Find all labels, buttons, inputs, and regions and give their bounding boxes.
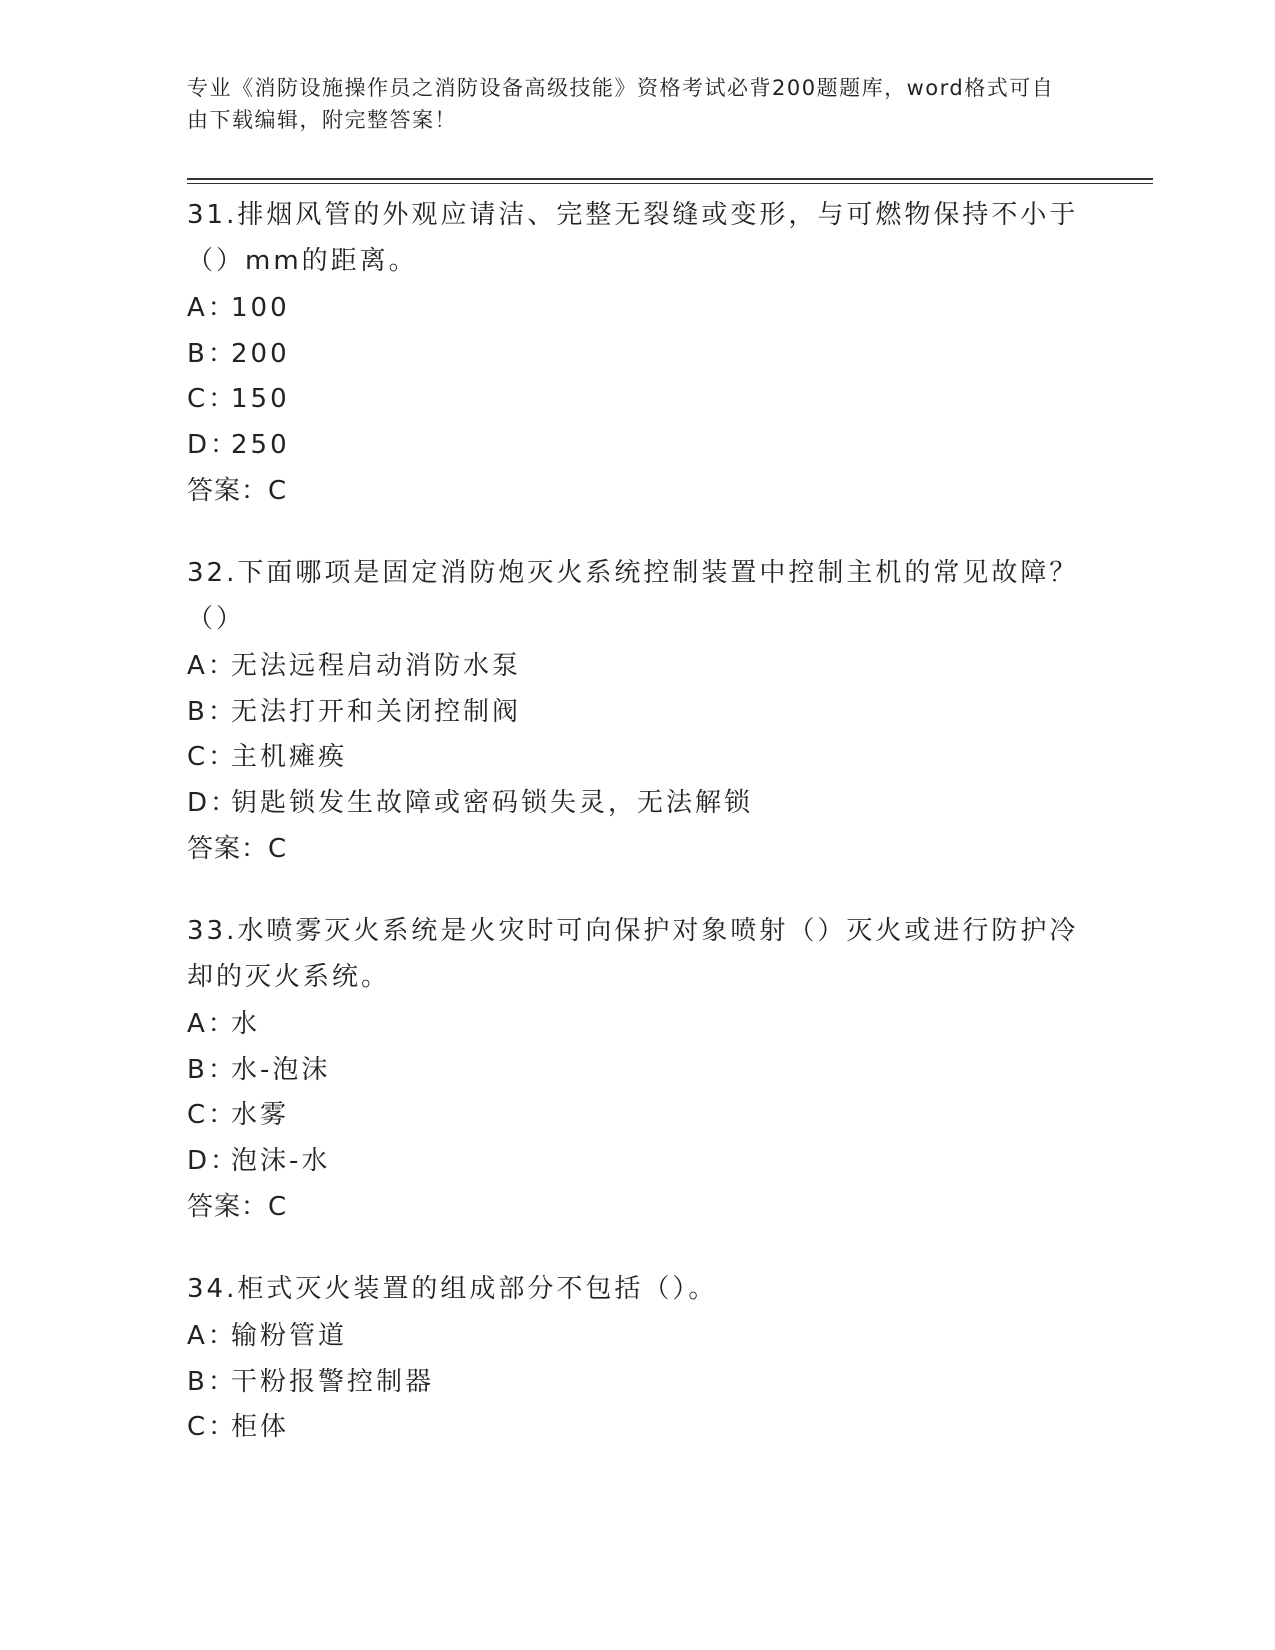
- option-text: 200: [231, 338, 290, 369]
- option-letter: C：: [187, 1412, 238, 1442]
- option-letter: A：: [187, 293, 237, 323]
- option-b: [187, 1360, 1087, 1406]
- question-32: [187, 550, 1087, 872]
- option-letter: A：: [187, 1009, 237, 1039]
- option-c: [187, 735, 1087, 781]
- option-text: 无法远程启动消防水泵: [231, 651, 522, 681]
- question-stem: 34.柜式灭火装置的组成部分不包括（）。: [187, 1274, 718, 1304]
- option-a: [187, 286, 1087, 332]
- option-letter: C：: [187, 384, 238, 414]
- option-letter: B：: [187, 1366, 237, 1397]
- option-letter: D：: [187, 787, 240, 818]
- option-text: 主机瘫痪: [231, 742, 348, 772]
- option-text: 输粉管道: [231, 1321, 348, 1351]
- option-c: [187, 1093, 1087, 1139]
- question-33: [187, 908, 1087, 1230]
- option-b: [187, 1048, 1087, 1094]
- option-a: [187, 644, 1087, 690]
- option-text: 水-泡沫: [231, 1054, 331, 1085]
- option-letter: D：: [187, 429, 240, 460]
- option-letter: A：: [187, 1321, 237, 1351]
- question-list: [187, 192, 1087, 1487]
- question-stem: 33.水喷雾灭火系统是火灾时可向保护对象喷射（）灭火或进行防护冷却的灭火系统。: [187, 916, 1079, 992]
- answer-line: 答案：C: [187, 834, 288, 864]
- answer-line: 答案：C: [187, 1192, 288, 1222]
- option-text: 柜体: [231, 1412, 290, 1442]
- option-d: [187, 423, 1087, 469]
- option-b: [187, 332, 1087, 378]
- option-text: 干粉报警控制器: [231, 1366, 435, 1397]
- option-letter: A：: [187, 651, 237, 681]
- answer-line: 答案：C: [187, 476, 288, 506]
- question-31: [187, 192, 1087, 514]
- option-b: [187, 690, 1087, 736]
- option-text: 水: [231, 1009, 261, 1039]
- header-divider-thin: [187, 183, 1153, 184]
- option-text: 无法打开和关闭控制阀: [231, 696, 522, 727]
- option-text: 泡沫-水: [231, 1145, 331, 1176]
- option-text: 100: [231, 293, 290, 323]
- option-letter: B：: [187, 338, 237, 369]
- option-text: 水雾: [231, 1100, 290, 1130]
- option-letter: B：: [187, 696, 237, 727]
- option-a: [187, 1314, 1087, 1360]
- option-d: [187, 781, 1087, 827]
- option-text: 钥匙锁发生故障或密码锁失灵，无法解锁: [231, 787, 754, 818]
- question-stem: 31.排烟风管的外观应请洁、完整无裂缝或变形，与可燃物保持不小于（）mm的距离。: [187, 200, 1079, 276]
- option-letter: C：: [187, 742, 238, 772]
- option-d: [187, 1139, 1087, 1185]
- option-text: 150: [231, 384, 290, 414]
- question-stem: 32.下面哪项是固定消防炮灭火系统控制装置中控制主机的常见故障？（）: [187, 558, 1079, 634]
- question-34: [187, 1266, 1087, 1451]
- option-a: [187, 1002, 1087, 1048]
- option-c: [187, 1405, 1087, 1451]
- option-text: 250: [231, 429, 290, 460]
- option-letter: D：: [187, 1145, 240, 1176]
- header-divider-thick: [187, 178, 1153, 180]
- document-header: 专业《消防设施操作员之消防设备高级技能》资格考试必背200题题库，word格式可自由下载编辑，附完整答案！: [187, 76, 1055, 132]
- option-letter: C：: [187, 1100, 238, 1130]
- option-letter: B：: [187, 1054, 237, 1085]
- option-c: [187, 377, 1087, 423]
